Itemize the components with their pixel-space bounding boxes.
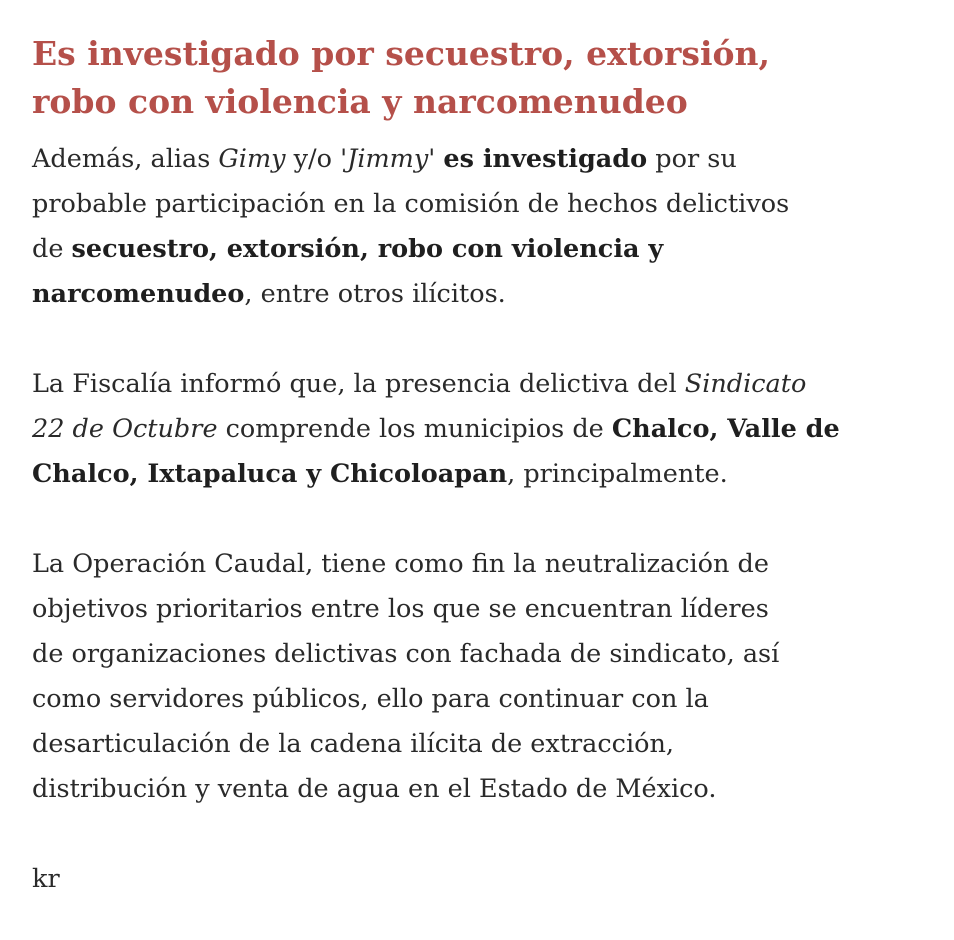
sindicato-name: Sindicato — [684, 369, 807, 399]
text-run: comprende los municipios de — [217, 414, 612, 444]
text-run: La Fiscalía informó que, la presencia delictiva del — [32, 369, 685, 399]
sindicato-name-cont: 22 de Octubre — [32, 414, 218, 444]
text-run: ' — [428, 144, 444, 174]
emphasis-municipalities-cont: Chalco, Ixtapaluca y Chicoloapan — [32, 459, 508, 489]
emphasis-municipalities: Chalco, Valle de — [611, 414, 840, 444]
subheading-line-2: robo con violencia y narcomenudeo — [32, 82, 688, 121]
emphasis-investigated: es investigado — [443, 144, 648, 174]
emphasis-narcomenudeo: narcomenudeo — [32, 279, 245, 309]
paragraph-line — [32, 452, 954, 497]
alias-jimmy: Jimmy — [347, 144, 429, 174]
text-run: , principalmente. — [507, 459, 728, 489]
paragraph-operacion-caudal — [32, 542, 954, 812]
paragraph-line — [32, 272, 954, 317]
paragraph-investigation — [32, 137, 954, 317]
paragraph-line: probable participación en la comisión de hechos delictivos — [32, 189, 790, 219]
paragraph-line: distribución y venta de agua en el Estado de México. — [32, 774, 717, 804]
text-run: , entre otros ilícitos. — [244, 279, 506, 309]
paragraph-line: objetivos prioritarios entre los que se encuentran líderes — [32, 594, 769, 624]
paragraph-line — [32, 227, 954, 272]
text-run: de — [32, 234, 72, 264]
paragraph-line — [32, 407, 954, 452]
subheading-line-1: Es investigado por secuestro, extorsión, — [32, 34, 771, 73]
paragraph-line — [32, 137, 954, 182]
signature-text: kr — [32, 864, 60, 894]
paragraph-line: La Operación Caudal, tiene como fin la neutralización de — [32, 549, 769, 579]
emphasis-crimes: secuestro, extorsión, robo con violencia y — [71, 234, 664, 264]
article-subheading — [32, 30, 954, 126]
paragraph-fiscalia — [32, 362, 954, 497]
alias-gimy: Gimy — [218, 144, 286, 174]
paragraph-line — [32, 362, 954, 407]
paragraph-line: desarticulación de la cadena ilícita de extracción, — [32, 729, 674, 759]
author-initials — [32, 857, 954, 902]
text-run: y/o ' — [285, 144, 348, 174]
paragraph-line: como servidores públicos, ello para continuar con la — [32, 684, 709, 714]
paragraph-line: de organizaciones delictivas con fachada de sindicato, así — [32, 639, 780, 669]
text-run: por su — [647, 144, 737, 174]
text-run: Además, alias — [32, 144, 219, 174]
